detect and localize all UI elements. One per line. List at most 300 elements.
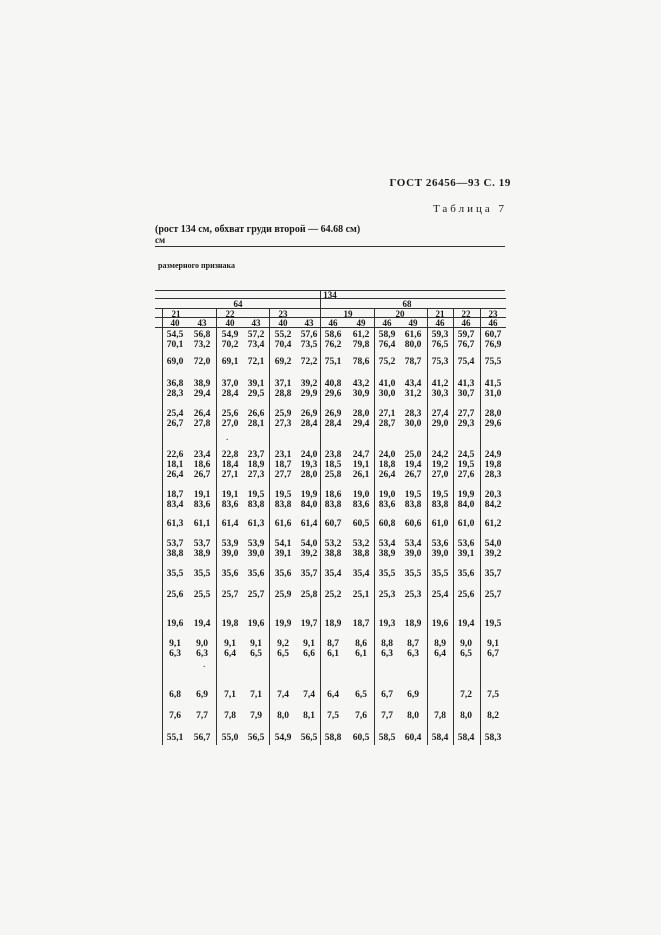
table-cell: 29,5 [247,389,265,399]
table-cell: 38,8 [324,549,342,559]
table-cell: 78,6 [352,357,370,367]
table-cell: 40,8 [324,379,342,389]
table-cell: 55,1 [166,733,184,743]
table-cell: 60,5 [352,519,370,529]
table-cell: 58,9 [378,330,396,340]
table-cell: 6,9 [407,690,419,700]
column-divider [320,290,321,308]
table-cell: 25,0 [404,450,422,460]
table-cell: 37,0 [221,379,239,389]
table-cell: 70,4 [274,340,292,350]
column-header: 46 [461,318,471,328]
table-cell: 35,4 [324,569,342,579]
table-cell: 53,7 [193,539,211,549]
table-cell: 69,0 [166,357,184,367]
unit-label: см [155,235,166,245]
table-cell: 53,4 [378,539,396,549]
table-cell: 41,2 [431,379,449,389]
table-cell: 28,0 [484,409,502,419]
table-cell: 38,9 [193,379,211,389]
table-cell: 9,1 [303,639,315,649]
table-cell: 76,5 [431,340,449,350]
table-cell: 35,6 [247,569,265,579]
table-cell: 38,8 [166,549,184,559]
table-mark: · [203,663,206,671]
table-cell: 41,3 [457,379,475,389]
column-header: 43 [197,318,207,328]
hip-group-label: 21 [171,309,181,319]
table-cell: 25,9 [274,409,292,419]
table-cell: 31,0 [484,389,502,399]
table-cell: 53,6 [431,539,449,549]
table-cell: 7,1 [250,690,262,700]
table-cell: 19,5 [404,490,422,500]
table-cell: 6,5 [277,649,289,659]
table-cell: 19,8 [484,460,502,470]
table-cell: 58,3 [484,733,502,743]
table-cell: 35,5 [166,569,184,579]
table-cell: 26,4 [166,470,184,480]
table-cell: 25,4 [431,590,449,600]
table-cell: 18,7 [352,619,370,629]
table-cell: 80,0 [404,340,422,350]
table-cell: 61,2 [352,330,370,340]
hip-group-label: 20 [395,309,405,319]
table-cell: 6,5 [250,649,262,659]
table-cell: 25,7 [247,590,265,600]
table-cell: 7,2 [460,690,472,700]
table-cell: 25,8 [324,470,342,480]
table-cell: 83,4 [166,500,184,510]
table-cell: 9,0 [460,639,472,649]
table-cell: 27,7 [457,409,475,419]
table-cell: 6,6 [303,649,315,659]
table-cell: 58,4 [457,733,475,743]
table-cell: 19,1 [193,490,211,500]
table-cell: 39,2 [484,549,502,559]
table-cell: 7,4 [277,690,289,700]
table-cell: 19,9 [300,490,318,500]
table-cell: 61,4 [221,519,239,529]
table-cell: 27,0 [431,470,449,480]
table-cell: 6,1 [327,649,339,659]
table-cell: 8,6 [355,639,367,649]
table-cell: 19,2 [431,460,449,470]
column-header: 46 [382,318,392,328]
table-cell: 7,5 [327,711,339,721]
table-cell: 28,3 [484,470,502,480]
table-cell: 18,9 [404,619,422,629]
table-cell: 19,6 [247,619,265,629]
table-cell: 8,2 [487,711,499,721]
table-cell: 30,7 [457,389,475,399]
table-cell: 78,7 [404,357,422,367]
table-cell: 61,0 [431,519,449,529]
table-cell: 19,4 [457,619,475,629]
table-cell: 29,0 [431,419,449,429]
table-cell: 26,9 [324,409,342,419]
table-cell: 56,5 [300,733,318,743]
table-cell: 53,9 [221,539,239,549]
table-cell: 61,1 [193,519,211,529]
table-cell: 19,5 [457,460,475,470]
table-cell: 19,5 [274,490,292,500]
table-cell: 19,3 [300,460,318,470]
table-cell: 83,6 [193,500,211,510]
chest-group-label: 64 [233,299,243,309]
table-cell: 28,1 [247,419,265,429]
table-cell: 75,1 [324,357,342,367]
table-cell: 18,4 [221,460,239,470]
table-cell: 54,5 [166,330,184,340]
table-cell: 6,3 [381,649,393,659]
table-cell: 54,9 [221,330,239,340]
table-cell: 8,8 [381,639,393,649]
table-cell: 23,1 [274,450,292,460]
table-cell: 25,7 [221,590,239,600]
table-cell: 39,1 [247,379,265,389]
table-cell: 83,8 [431,500,449,510]
table-cell: 25,7 [484,590,502,600]
table-cell: 55,0 [221,733,239,743]
table-cell: 27,7 [274,470,292,480]
table-cell: 26,7 [404,470,422,480]
table-cell: 30,0 [378,389,396,399]
table-cell: 39,0 [221,549,239,559]
table-cell: 39,0 [404,549,422,559]
table-cell: 73,4 [247,340,265,350]
table-cell: 28,3 [166,389,184,399]
table-cell: 6,5 [355,690,367,700]
table-cell: 28,0 [300,470,318,480]
table-cell: 6,3 [407,649,419,659]
table-cell: 39,2 [300,379,318,389]
table-cell: 25,9 [274,590,292,600]
table-cell: 83,6 [378,500,396,510]
table-cell: 35,6 [274,569,292,579]
table-cell: 28,3 [404,409,422,419]
table-cell: 27,1 [221,470,239,480]
table-cell: 19,7 [300,619,318,629]
table-cell: 7,6 [355,711,367,721]
table-cell: 6,4 [224,649,236,659]
table-cell: 83,6 [352,500,370,510]
table-cell: 35,6 [221,569,239,579]
table-cell: 41,5 [484,379,502,389]
table-cell: 7,1 [224,690,236,700]
table-cell: 83,8 [404,500,422,510]
table-cell: 57,2 [247,330,265,340]
table-cell: 54,0 [484,539,502,549]
table-cell: 29,4 [193,389,211,399]
table-cell: 26,1 [352,470,370,480]
column-header: 46 [328,318,338,328]
table-cell: 61,6 [274,519,292,529]
table-cell: 23,4 [193,450,211,460]
table-cell: 9,1 [224,639,236,649]
table-cell: 6,8 [169,690,181,700]
table-cell: 9,1 [250,639,262,649]
table-cell: 30,0 [404,419,422,429]
column-header: 49 [408,318,418,328]
table-cell: 18,9 [247,460,265,470]
table-cell: 73,2 [193,340,211,350]
table-mark: · [226,436,229,444]
table-cell: 19,3 [378,619,396,629]
table-cell: 19,5 [484,619,502,629]
table-cell: 35,7 [300,569,318,579]
table-cell: 35,5 [378,569,396,579]
height-label: 134 [323,290,337,300]
table-cell: 75,2 [378,357,396,367]
table-cell: 54,9 [274,733,292,743]
column-header: 40 [278,318,288,328]
column-header: 49 [356,318,366,328]
table-cell: 24,0 [378,450,396,460]
table-cell: 76,4 [378,340,396,350]
table-cell: 53,2 [352,539,370,549]
table-cell: 72,0 [193,357,211,367]
table-cell: 19,0 [378,490,396,500]
table-cell: 35,7 [484,569,502,579]
table-cell: 38,9 [378,549,396,559]
table-cell: 83,8 [274,500,292,510]
table-cell: 22,8 [221,450,239,460]
table-cell: 29,6 [484,419,502,429]
table-cell: 23,7 [247,450,265,460]
table-cell: 56,8 [193,330,211,340]
table-cell: 6,4 [434,649,446,659]
table-cell: 8,7 [327,639,339,649]
table-cell: 26,6 [247,409,265,419]
table-cell: 37,1 [274,379,292,389]
table-cell: 27,1 [378,409,396,419]
table-cell: 29,3 [457,419,475,429]
table-cell: 18,7 [274,460,292,470]
table-cell: 27,0 [221,419,239,429]
table-cell: 6,7 [381,690,393,700]
table-cell: 26,4 [378,470,396,480]
table-cell: 20,3 [484,490,502,500]
table-cell: 7,4 [303,690,315,700]
table-cell: 60,7 [324,519,342,529]
table-cell: 59,7 [457,330,475,340]
column-header: 46 [435,318,445,328]
table-title: Таблица 7 [432,203,507,215]
table-cell: 19,5 [247,490,265,500]
table-cell: 72,2 [300,357,318,367]
table-cell: 30,3 [431,389,449,399]
table-cell: 54,1 [274,539,292,549]
table-cell: 58,5 [378,733,396,743]
table-cell: 7,6 [169,711,181,721]
table-cell: 25,8 [300,590,318,600]
table-cell: 53,6 [457,539,475,549]
table-cell: 25,1 [352,590,370,600]
table-cell: 28,7 [378,419,396,429]
table-cell: 6,5 [460,649,472,659]
table-cell: 79,8 [352,340,370,350]
table-cell: 60,6 [404,519,422,529]
table-cell: 7,9 [250,711,262,721]
table-cell: 18,6 [193,460,211,470]
size-sign-label: размерного признака [158,261,236,270]
table-cell: 55,2 [274,330,292,340]
table-cell: 75,5 [484,357,502,367]
table-cell: 18,8 [378,460,396,470]
table-cell: 76,7 [457,340,475,350]
table-cell: 43,2 [352,379,370,389]
column-header: 43 [251,318,261,328]
table-cell: 56,5 [247,733,265,743]
table-cell: 75,3 [431,357,449,367]
hip-group-label: 22 [225,309,235,319]
table-cell: 19,8 [221,619,239,629]
table-cell: 8,0 [277,711,289,721]
table-cell: 26,7 [193,470,211,480]
table-cell: 9,1 [487,639,499,649]
table-cell: 60,4 [404,733,422,743]
table-cell: 24,9 [484,450,502,460]
table-cell: 9,0 [196,639,208,649]
table-cell: 18,5 [324,460,342,470]
table-cell: 39,1 [274,549,292,559]
table-cell: 58,8 [324,733,342,743]
table-cell: 53,4 [404,539,422,549]
table-cell: 39,0 [431,549,449,559]
document-header: ГОСТ 26456—93 С. 19 [389,177,511,189]
table-cell: 69,2 [274,357,292,367]
table-cell: 35,6 [457,569,475,579]
table-cell: 6,4 [327,690,339,700]
table-cell: 19,4 [193,619,211,629]
chest-group-label: 68 [402,299,412,309]
table-cell: 7,8 [224,711,236,721]
table-cell: 30,9 [352,389,370,399]
table-cell: 83,8 [324,500,342,510]
table-cell: 60,8 [378,519,396,529]
table-cell: 6,7 [487,649,499,659]
table-cell: 6,1 [355,649,367,659]
table-cell: 84,0 [300,500,318,510]
table-cell: 60,5 [352,733,370,743]
table-cell: 19,9 [274,619,292,629]
table-cell: 39,0 [247,549,265,559]
table-cell: 31,2 [404,389,422,399]
table-cell: 18,9 [324,619,342,629]
table-cell: 61,0 [457,519,475,529]
table-cell: 36,8 [166,379,184,389]
table-cell: 57,6 [300,330,318,340]
table-cell: 25,6 [457,590,475,600]
table-cell: 6,3 [196,649,208,659]
hip-group-label: 19 [343,309,353,319]
table-cell: 43,4 [404,379,422,389]
table-cell: 73,5 [300,340,318,350]
table-cell: 28,4 [300,419,318,429]
column-header: 40 [170,318,180,328]
table-cell: 53,7 [166,539,184,549]
table-cell: 19,1 [352,460,370,470]
table-cell: 35,5 [431,569,449,579]
table-cell: 59,3 [431,330,449,340]
table-cell: 76,2 [324,340,342,350]
table-cell: 35,5 [193,569,211,579]
column-header: 46 [488,318,498,328]
table-cell: 70,1 [166,340,184,350]
table-cell: 38,9 [193,549,211,559]
table-cell: 19,1 [221,490,239,500]
table-cell: 53,9 [247,539,265,549]
table-cell: 18,7 [166,490,184,500]
table-cell: 8,0 [460,711,472,721]
table-cell: 27,6 [457,470,475,480]
table-cell: 22,6 [166,450,184,460]
hip-group-label: 23 [488,309,498,319]
table-cell: 61,3 [247,519,265,529]
table-cell: 29,4 [352,419,370,429]
table-cell: 84,2 [484,500,502,510]
table-cell: 23,8 [324,450,342,460]
table-cell: 76,9 [484,340,502,350]
table-cell: 8,0 [407,711,419,721]
table-cell: 83,8 [247,500,265,510]
table-cell: 61,3 [166,519,184,529]
table-cell: 18,6 [324,490,342,500]
table-cell: 24,2 [431,450,449,460]
table-cell: 60,7 [484,330,502,340]
hip-group-label: 21 [435,309,445,319]
table-caption: (рост 134 см, обхват груди второй — 64.68 см) [155,224,361,235]
hip-group-label: 23 [278,309,288,319]
table-cell: 7,7 [196,711,208,721]
table-cell: 19,4 [404,460,422,470]
column-header: 43 [304,318,314,328]
table-cell: 41,0 [378,379,396,389]
table-cell: 39,1 [457,549,475,559]
table-cell: 25,3 [378,590,396,600]
table-cell: 28,8 [274,389,292,399]
table-cell: 27,3 [274,419,292,429]
table-cell: 35,4 [352,569,370,579]
table-cell: 19,6 [166,619,184,629]
table-cell: 28,0 [352,409,370,419]
table-cell: 35,5 [404,569,422,579]
table-cell: 26,4 [193,409,211,419]
table-cell: 8,9 [434,639,446,649]
table-cell: 25,3 [404,590,422,600]
table-cell: 27,4 [431,409,449,419]
table-cell: 25,5 [193,590,211,600]
table-cell: 9,2 [277,639,289,649]
table-cell: 19,0 [352,490,370,500]
table-cell: 29,6 [324,389,342,399]
table-cell: 39,2 [300,549,318,559]
table-cell: 28,4 [221,389,239,399]
table-cell: 26,7 [166,419,184,429]
table-cell: 28,4 [324,419,342,429]
table-cell: 19,6 [431,619,449,629]
table-cell: 69,1 [221,357,239,367]
table-cell: 8,7 [407,639,419,649]
table-cell: 61,2 [484,519,502,529]
table-cell: 56,7 [193,733,211,743]
table-cell: 7,7 [381,711,393,721]
table-cell: 25,6 [166,590,184,600]
table-cell: 27,8 [193,419,211,429]
table-cell: 83,6 [221,500,239,510]
table-cell: 70,2 [221,340,239,350]
